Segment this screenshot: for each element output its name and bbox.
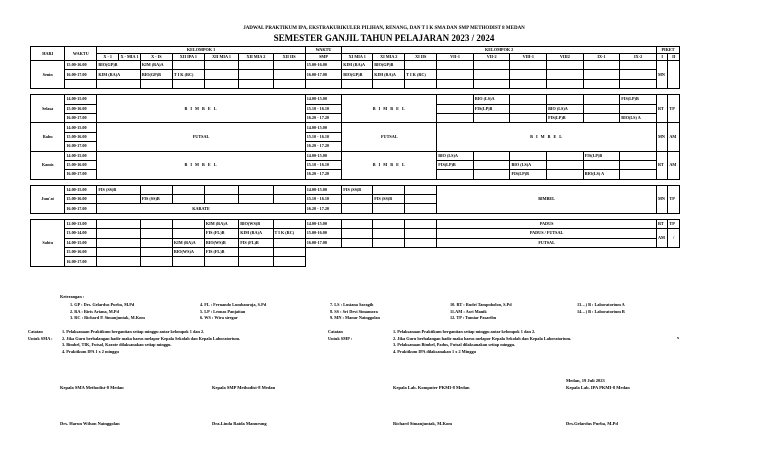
schedule-cell: KIM (RA)A [239, 229, 273, 238]
time-cell: 15.00-16.00 [305, 229, 342, 238]
time-cell: 15.10 - 16.10 [305, 195, 342, 204]
time-cell: 16.00-17.00 [305, 70, 342, 79]
keterangan-item: 8. SS : Sri Devi Simamora [330, 308, 378, 314]
day-kamis: Kamis [31, 151, 65, 179]
time-cell: 15.10 - 16.10 [305, 104, 342, 113]
keterangan-item: 12. TP : Tumiar Pasaribu [450, 315, 497, 320]
schedule-cell: BIO (LS)A [510, 160, 547, 169]
time-cell: 16.00-17.00 [65, 113, 97, 122]
header-piket-col: I [656, 54, 667, 61]
schedule-cell: BIO(GP)B [373, 61, 405, 70]
schedule-cell: KIM (RA)A [97, 70, 140, 79]
signature-name-sma: Drs. Harun Wilson Nainggolan [60, 421, 120, 426]
schedule-cell: FIS(LP)B [547, 113, 584, 122]
schedule-cell: KIM (RA)A [373, 70, 405, 79]
activity-bimbel: B I M B E L [437, 123, 657, 151]
catatan-label: Catatan [28, 329, 43, 334]
schedule-cell: BIO (LS)A [437, 151, 474, 160]
keterangan-col3 [330, 302, 430, 322]
header-class: XII IIS [273, 54, 305, 61]
activity-bimbel: B I M B E L [342, 95, 437, 123]
header-smp: SMP [305, 54, 342, 61]
time-cell: 14.00-15.00 [305, 95, 342, 104]
schedule-cell: BIO(WS)B [239, 219, 273, 228]
day-sabtu: Sabtu [31, 219, 65, 266]
catatan-line: 4. Praktikum IPA dilaksanakan 1 x 2 Minggu [393, 348, 477, 354]
piket-cell: TP [668, 185, 680, 213]
catatan-line: 1. Pelaksanaan Praktikum bergantian setiap minggu antar kelompok 1 dan 2. [393, 329, 536, 334]
time-cell: 14.00-15.00 [65, 123, 97, 132]
time-cell: 14.00-15.00 [305, 219, 342, 228]
schedule-cell: KIM (RA)A [172, 238, 204, 247]
schedule-cell: T I K (RC) [172, 70, 204, 79]
piket-cell: RT [656, 151, 667, 179]
time-cell: 14.00-15.00 [65, 95, 97, 104]
schedule-cell: FIS(LP)B [437, 160, 474, 169]
signature-place-date: Medan, 19 Juli 2023 [566, 378, 605, 383]
catatan-line: 2. Jika Guru berhalangan hadir maka harus melapor Kepala Sekolah dan Kepala Laboratorium. [393, 335, 572, 341]
keterangan-title: Keterangan : [60, 294, 85, 299]
activity-bimbel: BIMBEL [437, 185, 657, 213]
time-cell: 15.00-16.00 [65, 195, 97, 204]
catatan-line: 3. Pelaksanaan Bimbel, Padus, Futsal dilaksanakan setiap minggu. [393, 342, 516, 347]
schedule-cell: FIS (FL)B [204, 229, 238, 238]
catatan-label: Untuk SMA : [28, 335, 53, 341]
activity-padus-futsal: PADUS / FUTSAL [437, 229, 657, 238]
header-piket-col: II [668, 54, 680, 61]
catatan-label: Untuk SMP : [328, 335, 353, 341]
time-cell: 14.00-15.00 [65, 185, 97, 194]
keterangan-item: 6. WS : Wira siregar [200, 315, 238, 320]
time-cell: 16.00-17.00 [65, 142, 97, 151]
time-cell: 15.00-16.00 [65, 132, 97, 141]
header-class: IX-1 [583, 54, 620, 61]
day-selasa: Selasa [31, 95, 65, 123]
header-class: X - 1 [97, 54, 119, 61]
time-cell: 16.20 - 17.20 [305, 204, 342, 213]
activity-futsal: FUTSAL [342, 123, 437, 151]
keterangan-item: 10. RT : Rudri Tampubolon, S.Pd [450, 302, 512, 307]
activity-bimbel: B I M B E L [342, 151, 437, 179]
signature-name-smp: Dra.Linda Raida Manurung [212, 421, 267, 426]
piket-cell: TP [668, 219, 680, 228]
header-class: VII-2 [473, 54, 510, 61]
time-cell: 15.10 - 16.10 [305, 132, 342, 141]
time-cell: 13.00-14.00 [65, 229, 97, 238]
signature-name-lab-ipa: Drs.Gelardus Purba, M.Pd [566, 421, 618, 426]
schedule-cell: FIS (SS)B [342, 185, 373, 194]
keterangan-item: 7. LS : Lusiana Saragih [330, 302, 374, 307]
time-cell: 14.00-15.00 [65, 151, 97, 160]
schedule-cell: BIO(LS) A [620, 113, 657, 122]
catatan-line: 4. Praktikum IPA 1 x 2 minggu [62, 348, 119, 354]
schedule-cell: BIO(GP)B [140, 70, 172, 79]
schedule-cell: BIO(LS) A [583, 170, 620, 179]
keterangan-col1 [70, 302, 180, 322]
schedule-cell: BIO(WS)B [204, 238, 238, 247]
keterangan-item: 3. RC : Richard P. Simanjuntak, M.Kom [70, 315, 145, 320]
schedule-cell: FIS (SS)B [140, 195, 172, 204]
time-cell: 15.00-16.00 [65, 160, 97, 169]
keterangan-item: 2. RA : Riris Ariana, M.Pd [70, 308, 119, 314]
piket-cell: RT [656, 219, 667, 228]
time-cell: 16.00-17.00 [305, 238, 342, 247]
document-title-semester: SEMESTER GANJIL TAHUN PELAJARAN 2023 / 2024 [273, 33, 495, 43]
time-cell: 16.00-17.00 [65, 70, 97, 79]
keterangan-item: 11.AM : Asri Manik [450, 308, 487, 314]
schedule-cell: FIS(LP)B [583, 151, 620, 160]
schedule-cell: FIS (SS)B [97, 185, 140, 194]
stray-mark: x [677, 335, 680, 340]
schedule-cell: T I K (RC) [405, 70, 437, 79]
signature-role-lab-ipa: Kepala Lab. IPA PKMI-8 Medan [566, 385, 630, 390]
header-class: XII MIA 2 [239, 54, 273, 61]
time-cell: 15.00-16.00 [65, 61, 97, 70]
keterangan-col2 [200, 302, 310, 322]
piket-cell: MN [656, 185, 667, 213]
header-class: IX-2 [620, 54, 657, 61]
signature-role-lab-komputer: Kepala Lab. Komputer PKMI-8 Medan [393, 385, 470, 390]
schedule-cell: FIS(LP)B [510, 170, 547, 179]
time-cell: 14.00-15.00 [65, 238, 97, 247]
schedule-cell: KIM (RA)A [342, 61, 373, 70]
keterangan-item: 13…) B : Laboratorium A [577, 302, 625, 307]
header-class: XII MIA 1 [204, 54, 238, 61]
time-cell: 16.00-17.00 [65, 257, 97, 266]
signature-name-lab-komputer: Richard Simanjuntak, M.Kom [393, 421, 453, 426]
time-cell: 16.00-17.00 [65, 170, 97, 179]
piket-cell: AM [656, 229, 667, 248]
time-cell: 16.20 - 17.20 [305, 142, 342, 151]
catatan-smp-labels [328, 329, 364, 342]
schedule-cell: BIO(GP)B [97, 61, 140, 70]
time-cell: 15.00-16.00 [65, 248, 97, 257]
activity-bimbel: B I M B E L [97, 151, 305, 179]
piket-cell: MN [656, 123, 667, 151]
time-cell: 12.00-13.00 [65, 219, 97, 228]
header-class: VIII-1 [510, 54, 547, 61]
activity-padus: PADUS [437, 219, 657, 228]
schedule-cell: FIS (SS)B [373, 195, 405, 204]
header-class: X - MIA 1 [120, 54, 139, 59]
activity-futsal: FUTSAL [437, 238, 657, 247]
piket-cell: MN [656, 61, 667, 89]
activity-bimbel: B I M B E L [97, 95, 305, 123]
piket-cell: TP [668, 95, 680, 123]
keterangan-item: 14…) B : Laboratorium B [577, 308, 625, 314]
schedule-table [30, 46, 680, 267]
day-jumat: Jum'at [31, 185, 65, 213]
header-class: XI MIA 2 [373, 54, 405, 61]
time-cell: 14.00-15.00 [305, 123, 342, 132]
keterangan-item: 5. LP : Leonas Panjaitan [200, 308, 246, 314]
header-kelompok1: KELOMPOK 1 [97, 47, 305, 54]
schedule-cell: KIM (RA)A [140, 61, 172, 70]
catatan-line: 3. Bimbel, TIK, Futsal, Karate dilaksanakan setiap minggu. [62, 342, 172, 347]
day-rabu: Rabu [31, 123, 65, 151]
piket-cell: AM [668, 151, 680, 179]
catatan-line: 2. Jika Guru berhalangan hadir maka harus melapor Kepala Sekolah dan Kepala Laboratorium. [62, 335, 241, 341]
time-cell: 16.00-17.00 [65, 204, 97, 213]
piket-slash: / [668, 229, 680, 248]
header-waktu: WAKTU [65, 47, 97, 61]
piket-cell: RT [656, 95, 667, 123]
header-class: VIII2 [547, 54, 584, 61]
time-cell: 14.00-15.00 [305, 185, 342, 194]
activity-karate: KARATE [97, 204, 305, 213]
time-cell: 15.00-16.00 [305, 61, 342, 70]
header-kelompok2: KELOMPOK 2 [342, 47, 657, 54]
schedule-cell: FIS(LP)B [620, 95, 657, 104]
schedule-cell: KIM (RA)A [204, 219, 238, 228]
day-senin: Senin [31, 61, 65, 89]
schedule-cell: FIS(LP)B [473, 104, 510, 113]
header-class: X - IS [140, 54, 172, 61]
document-title-line1: JADWAL PRAKTIKUM IPA, EKSTRAKURIKULER PILIHAN, RENANG, DAN T I K SMA DAN SMP METHODIST 8 MEDAN [243, 26, 525, 31]
header-waktu-smp: WAKTU [305, 47, 342, 54]
catatan-smp [393, 329, 653, 355]
keterangan-item: 4. FL : Fernando Lumbanraja, S.Pd [200, 302, 267, 307]
schedule-cell: FIS (FL)B [239, 238, 273, 247]
signature-role-sma: Kepala SMA Methodist-8 Medan [60, 385, 124, 390]
catatan-line: 1. Pelaksanaan Praktikum bergantian setiap minggu antar kelompok 1 dan 2. [62, 329, 205, 334]
keterangan-col4 [450, 302, 560, 322]
time-cell: 15.00-16.00 [65, 104, 97, 113]
signature-role-smp: Kepala SMP Methodist-8 Medan [212, 385, 276, 390]
header-class: XII IPA 1 [172, 54, 204, 61]
header-hari: HARI [31, 47, 65, 61]
schedule-cell: T I K (RC) [273, 229, 305, 238]
keterangan-col5 [577, 302, 687, 315]
schedule-cell: BIO (LS)A [547, 104, 584, 113]
header-class: VII-1 [437, 54, 474, 61]
time-cell: 16.20 - 17.20 [305, 113, 342, 122]
catatan-label: Catatan [328, 329, 343, 334]
schedule-cell: BIO(GP)B [342, 70, 373, 79]
schedule-cell: BIO(WS)A [172, 248, 204, 257]
schedule-cell: BIO (LS)A [473, 95, 510, 104]
catatan-sma-labels [28, 329, 60, 342]
piket-cell: AM [668, 123, 680, 151]
header-class: XI IIS [405, 54, 437, 61]
time-cell: 15.10 - 16.10 [305, 160, 342, 169]
time-cell: 16.20 - 17.20 [305, 170, 342, 179]
keterangan-item: 1. GP : Drs. Gelardus Purba, M.Pd [70, 302, 135, 307]
activity-futsal: FUTSAL [97, 123, 305, 151]
schedule-cell: FIS (FL)B [204, 248, 238, 257]
time-cell: 14.00-15.00 [305, 151, 342, 160]
catatan-sma [62, 329, 312, 355]
keterangan-item: 9. MN : Manur Nainggolan [330, 315, 380, 320]
header-piket: PIKET [656, 47, 679, 54]
header-class: XI MIA 1 [342, 54, 373, 61]
